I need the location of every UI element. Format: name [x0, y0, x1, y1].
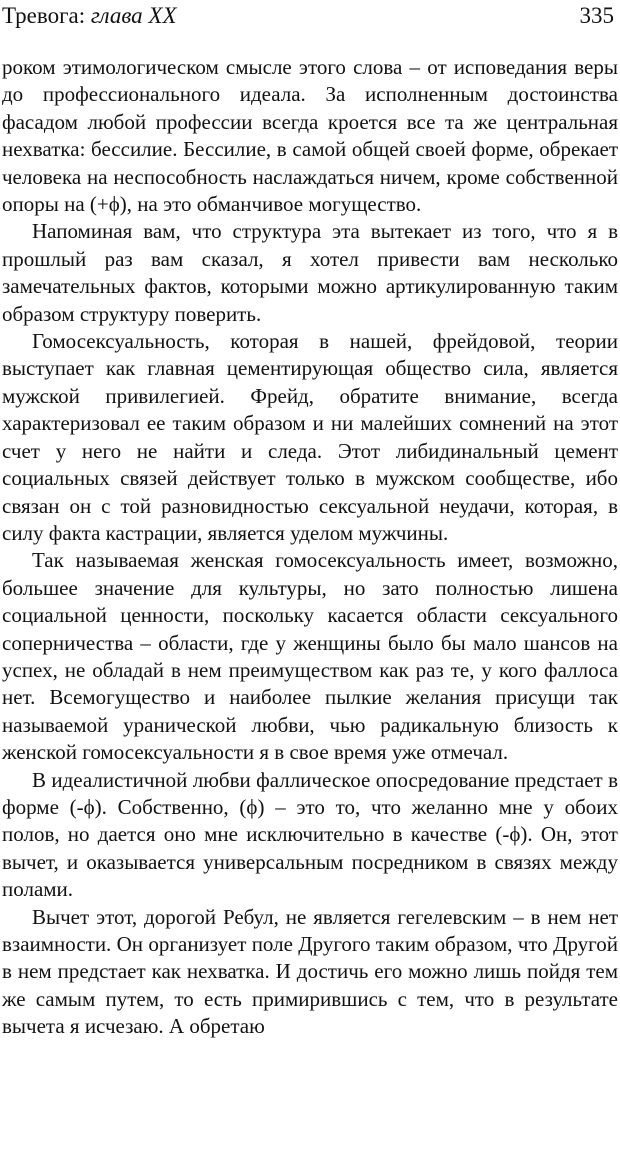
book-title: Тревога:: [2, 3, 91, 28]
paragraph-6: Вычет этот, дорогой Ребул, не является гегелевским – в нем нет взаимности. Он организует поле Другого таким образом, что Другой в нем предстает как нехватка. И достичь его можно лишь пойдя тем же самым путем, то есть примирившись с тем, что в результате вычета я исчезаю. А обретаю: [2, 904, 618, 1039]
paragraph-4: Так называемая женская гомосексуальность имеет, возможно, большее значение для культуры, но зато полностью лишена социальной ценности, поскольку касается области сексуального соперничества – области, где у женщины было бы мало шансов на успех, не обладай в нем преимуществом как раз те, у кого фаллоса нет. Всемогущество и наиболее пылкие желания присущи так называемой уранической любви, чью радикальную близость к женской гомосексуальности я в свое время уже отмечал.: [2, 548, 618, 765]
paragraph-1: роком этимологическом смысле этого слова – от исповедания веры до профессионального идеала. За исполненным достоинства фасадом любой профессии всегда кроется все та же центральная нехватка: бессилие. Бессилие, в самой общей своей форме, обрекает человека на неспособность наслаждаться ничем, кроме собственной опоры на (+ϕ), на это обманчивое могущество.: [2, 55, 618, 217]
paragraph-2: Напоминая вам, что структура эта вытекает из того, что я в прошлый раз вам сказал, я хотел привести вам несколько замечательных фактов, которыми можно артикулированную таким образом структуру поверить.: [2, 219, 618, 326]
page-number: 335: [579, 3, 614, 28]
running-head: [0, 2, 620, 32]
chapter-label: глава XX: [90, 3, 177, 28]
paragraph-3: Гомосексуальность, которая в нашей, фрейдовой, теории выступает как главная цементирующая общество сила, является мужской привилегией. Фрейд, обратите внимание, всегда характеризовал ее таким образом и ни малейших сомнений на этот счет у него не найти и следа. Этот либидинальный цемент социальных связей действует только в мужском сообществе, ибо связан он с той разновидностью сексуальной неудачи, которая, в силу факта кастрации, является уделом мужчины.: [2, 329, 618, 545]
paragraph-5: В идеалистичной любви фаллическое опосредование предстает в форме (-ϕ). Собственно, (ϕ) – это то, что желанно мне у обоих полов, но дается оно мне исключительно в качестве (-ϕ). Он, этот вычет, и оказывается универсальным посредником в связях между полами.: [2, 767, 618, 902]
running-head-title: [2, 2, 177, 30]
body-text: [2, 54, 618, 1041]
